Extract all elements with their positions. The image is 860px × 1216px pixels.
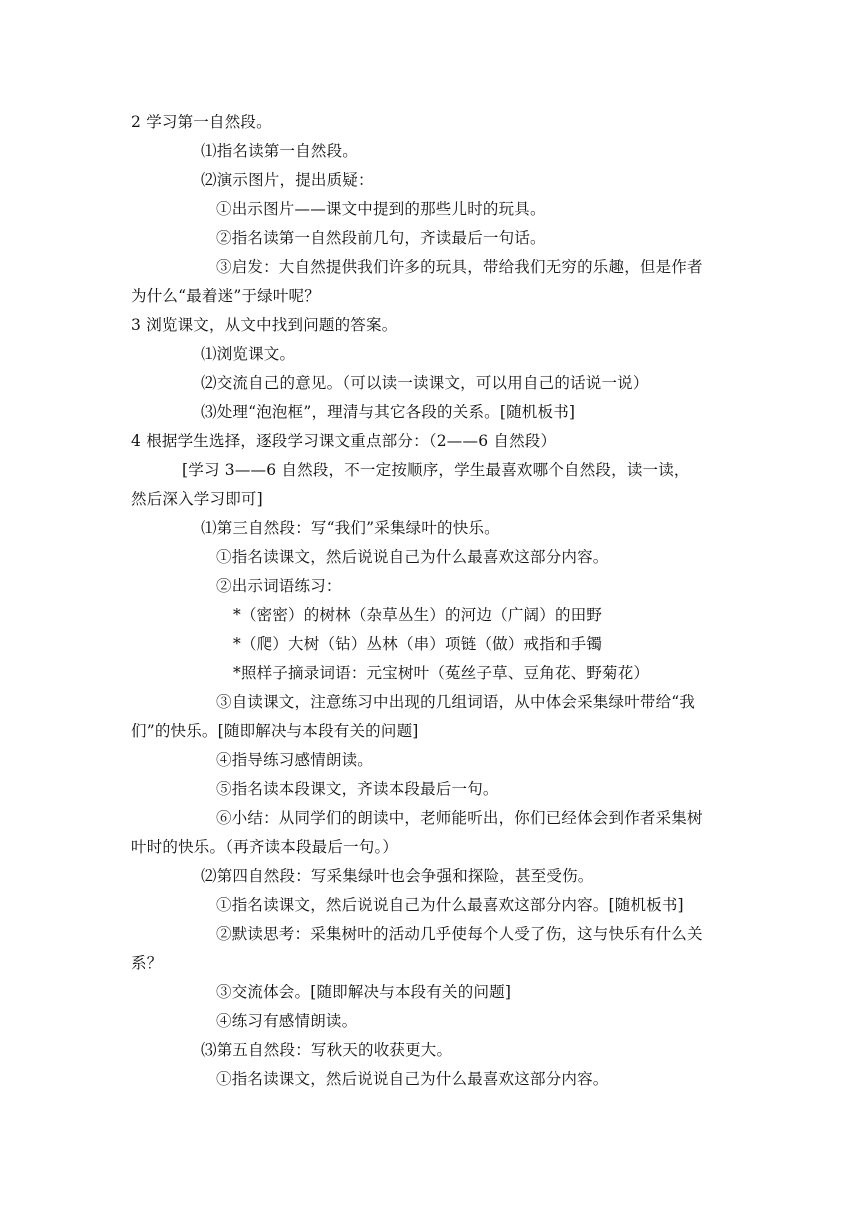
section-heading-4: 4 根据学生选择，逐段学习课文重点部分：（2——6 自然段） <box>131 432 557 450</box>
list-item: ③交流体会。[随即解决与本段有关的问题] <box>216 983 512 1001</box>
subsection-heading: ⑶第五自然段：写秋天的收获更大。 <box>201 1041 453 1059</box>
list-item: ②指名读第一自然段前几句，齐读最后一句话。 <box>216 229 546 247</box>
list-item: ②默读思考：采集树叶的活动几乎使每个人受了伤，这与快乐有什么关 <box>216 925 703 943</box>
list-item: ④指导练习感情朗读。 <box>216 751 374 769</box>
list-item-continuation: 们”的快乐。[随即解决与本段有关的问题] <box>131 722 419 740</box>
subsection-heading: ⑴第三自然段：写“我们”采集绿叶的快乐。 <box>201 519 500 537</box>
list-item: ⑥小结：从同学们的朗读中，老师能听出，你们已经体会到作者采集树 <box>216 809 703 827</box>
list-item-continuation: 系？ <box>131 954 163 972</box>
word-exercise: *（爬）大树（钻）丛林（串）项链（做）戒指和手镯 <box>233 635 603 653</box>
subsection-heading: ⑵第四自然段：写采集绿叶也会争强和探险，甚至受伤。 <box>201 867 594 885</box>
list-item: ③启发：大自然提供我们许多的玩具，带给我们无穷的乐趣，但是作者 <box>216 258 703 276</box>
list-item-continuation: 为什么“最着迷”于绿叶呢？ <box>131 287 320 305</box>
list-item: ①指名读课文，然后说说自己为什么最喜欢这部分内容。 <box>216 1070 609 1088</box>
list-item: ⑵演示图片，提出质疑： <box>201 171 374 189</box>
word-exercise: *照样子摘录词语：元宝树叶（菟丝子草、豆角花、野菊花） <box>233 664 650 682</box>
list-item: ④练习有感情朗读。 <box>216 1012 358 1030</box>
list-item: ①出示图片——课文中提到的那些儿时的玩具。 <box>216 200 546 218</box>
bracket-note: [学习 3——6 自然段，不一定按顺序，学生最喜欢哪个自然段，读一读， <box>182 461 690 479</box>
list-item: ⑴浏览课文。 <box>201 345 296 363</box>
list-item: ⑴指名读第一自然段。 <box>201 142 359 160</box>
list-item: ①指名读课文，然后说说自己为什么最喜欢这部分内容。[随机板书] <box>216 896 684 914</box>
list-item: ①指名读课文，然后说说自己为什么最喜欢这部分内容。 <box>216 548 609 566</box>
section-heading-2: 2 学习第一自然段。 <box>131 113 272 131</box>
list-item: ③自读课文，注意练习中出现的几组词语，从中体会采集绿叶带给“我 <box>216 693 696 711</box>
section-heading-3: 3 浏览课文，从文中找到问题的答案。 <box>131 316 398 334</box>
list-item: ⑶处理“泡泡框”，理清与其它各段的关系。[随机板书] <box>201 403 576 421</box>
word-exercise: *（密密）的树林（杂草丛生）的河边（广阔）的田野 <box>233 606 603 624</box>
list-item: ⑵交流自己的意见。（可以读一读课文，可以用自己的话说一说） <box>201 374 649 392</box>
list-item: ②出示词语练习： <box>216 577 342 595</box>
document-page <box>0 108 860 1094</box>
list-item-continuation: 叶时的快乐。（再齐读本段最后一句。） <box>131 838 399 856</box>
list-item: ⑤指名读本段课文，齐读本段最后一句。 <box>216 780 499 798</box>
bracket-note-continuation: 然后深入学习即可] <box>131 490 263 508</box>
